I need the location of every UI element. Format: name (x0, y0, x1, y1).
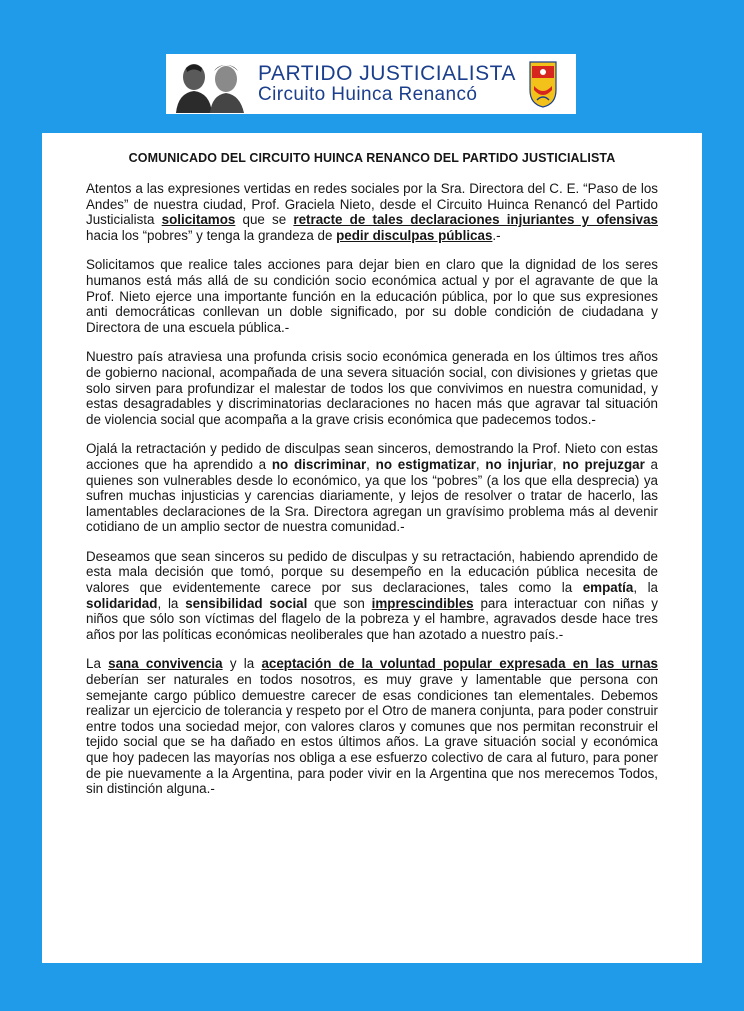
text-segment: , (366, 456, 376, 472)
emphasis-empatia: empatía (582, 580, 634, 596)
emphasis-sensibilidad-social: sensibilidad social (185, 595, 308, 611)
emphasis-no-injuriar: no injuriar (485, 456, 553, 472)
emphasis-disculpas: pedir disculpas públicas (336, 227, 493, 243)
text-segment: y la (222, 656, 262, 672)
circuit-name: Circuito Huinca Renancó (258, 84, 478, 106)
text-segment: para interactuar con niñas y niños que sólo son víctimas del flagelo de la pobreza y el hambre, agravados desde hace tres años por las políticas económicas neoliberales que han azotado a nuestro país.- (86, 595, 658, 642)
text-segment: .- (492, 227, 501, 243)
text-segment: Atentos a las expresiones vertidas en redes sociales por la Sra. Directora del C. E. “Paso de los Andes” de nuestra ciudad, Prof. Graciela Nieto, desde el Circuito Huinca Renancó del Partido Justicialista (86, 181, 658, 228)
text-segment: , (475, 456, 486, 472)
text-segment: , (552, 456, 563, 472)
emphasis-no-estigmatizar: no estigmatizar (375, 456, 476, 472)
party-name: PARTIDO JUSTICIALISTA (258, 62, 516, 85)
peron-evita-portraits-icon (170, 55, 250, 113)
paragraph-3: Nuestro país atraviesa una profunda crisis socio económica generada en los últimos tres años de gobierno nacional, acompañada de una severa situación social, con divisiones y grietas que solo sirven para profundizar el malestar de todos los que convivimos en nuestra comunidad, y estas desagradables y discriminatorias declaraciones no hacen más que agravar tal situación de violencia social que acompaña a la grave crisis económica que padecemos todos.- (86, 349, 658, 427)
paragraph-2: Solicitamos que realice tales acciones para dejar bien en claro que la dignidad de los seres humanos está más allá de su condición socio económica actual y por el agravante de que la Prof. Nieto ejerce una importante función en la educación pública, por lo que sus expresiones anti democráticas conllevan un doble significado, por su doble condición de ciudadana y Directora de una escuela pública.- (86, 257, 658, 335)
text-segment: deberían ser naturales en todos nosotros, es muy grave y lamentable que persona con semejante cargo público demuestre carecer de esas condiciones tan elementales. Debemos realizar un ejercicio de tolerancia y respeto por el Otro de manera conjunta, para poder construir entre todos una sociedad mejor, con valores claros y comunes que nos permitan reconstruir el tejido social que se ha dañado en estos últimos años. La grave situación social y económica que hoy padecen las mayorías nos obliga a ese esfuerzo colectivo de cara al futuro, para poner de pie nuevamente a la Argentina, para poder vivir en la Argentina que nos merecemos Todos, sin distinción alguna.- (86, 672, 658, 797)
emphasis-imprescindibles: imprescindibles (371, 595, 474, 611)
text-segment: que se (235, 212, 294, 228)
header-banner (166, 54, 576, 114)
communique-page (42, 133, 702, 963)
emphasis-retracte: retracte de tales declaraciones injuriantes y ofensivas (293, 212, 658, 228)
text-segment: hacia los “pobres” y tenga la grandeza de (86, 227, 337, 243)
emphasis-voluntad-popular: aceptación de la voluntad popular expresada en las urnas (261, 656, 658, 672)
text-segment: que son (307, 595, 372, 611)
paragraph-1 (86, 181, 658, 243)
text-segment: Deseamos que sean sinceros su pedido de disculpas y su retractación, habiendo aprendido de esta mala decisión que tomó, porque su desempeño en la educación pública necesita de valores que evidentemente carece por sus declaraciones, tales como la (86, 548, 658, 596)
paragraph-6 (86, 656, 658, 796)
text-segment: , la (633, 580, 658, 596)
emphasis-sana-convivencia: sana convivencia (108, 656, 223, 672)
text-segment: La (86, 656, 109, 672)
text-segment: Ojalá la retractación y pedido de disculpas sean sinceros, demostrando la Prof. Nieto con estas acciones que ha aprendido a (86, 441, 658, 472)
emphasis-no-prejuzgar: no prejuzgar (562, 456, 645, 472)
header-text (258, 63, 516, 105)
document-title: COMUNICADO DEL CIRCUITO HUINCA RENANCO DEL PARTIDO JUSTICIALISTA (128, 151, 616, 165)
pj-shield-logo-icon (528, 60, 558, 108)
paragraph-5 (86, 549, 658, 643)
emphasis-solicitamos: solicitamos (161, 212, 236, 228)
emphasis-no-discriminar: no discriminar (271, 456, 367, 472)
text-segment: a quienes son vulnerables desde lo económico, ya que los “pobres” (a los que ella desprecia) ya sufren muchas injusticias y carencias diariamente, y lejos de resolver o tratar de hacerlo, las lamentables declaraciones de la Sra. Directora agregan un gravísimo problema más al devenir cotidiano de un amplio sector de nuestra comunidad.- (86, 456, 658, 535)
text-segment: , la (157, 595, 186, 611)
paragraph-4 (86, 441, 658, 535)
emphasis-solidaridad: solidaridad (86, 595, 158, 611)
